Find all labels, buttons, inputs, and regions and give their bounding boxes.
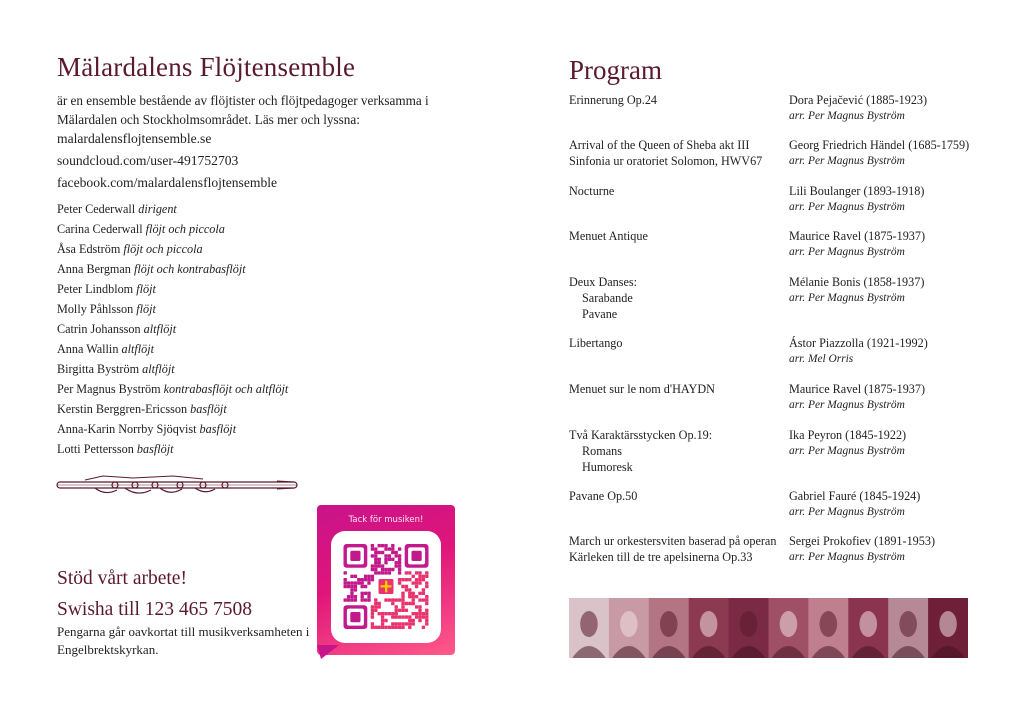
portrait-face: [820, 611, 838, 637]
portrait-face: [740, 611, 758, 637]
support-line-2: Swisha till 123 465 7508: [57, 599, 253, 620]
member-name: Anna Bergman: [57, 262, 131, 276]
portrait-face: [899, 611, 917, 637]
work-line: Nocturne: [569, 184, 615, 198]
composer-name: Maurice Ravel (1875-1937): [789, 229, 926, 243]
member-role: flöjt och piccola: [123, 242, 203, 256]
composer-name: Ástor Piazzolla (1921-1992): [789, 336, 928, 350]
member-row: [57, 359, 477, 379]
member-name: Kerstin Berggren-Ericsson: [57, 402, 188, 416]
composer: [789, 335, 989, 367]
swish-card: [317, 505, 455, 655]
work-title: [569, 92, 789, 108]
movement: Humoresk: [582, 460, 633, 474]
composer: [789, 533, 989, 565]
arranger: arr. Per Magnus Byström: [789, 292, 905, 304]
arranger: arr. Per Magnus Byström: [789, 110, 905, 122]
composer: [789, 427, 989, 459]
member-row: [57, 239, 477, 259]
work-line: Pavane Op.50: [569, 489, 638, 503]
website-link[interactable]: malardalensflojtensemble.se: [57, 131, 212, 146]
arranger: arr. Per Magnus Byström: [789, 246, 905, 258]
movement: Pavane: [582, 307, 618, 321]
member-row: [57, 279, 477, 299]
soundcloud-link[interactable]: soundcloud.com/user-491752703: [57, 153, 239, 168]
composer-name: Mélanie Bonis (1858-1937): [789, 275, 925, 289]
member-list: [57, 199, 477, 459]
member-row: [57, 259, 477, 279]
portrait-face: [939, 611, 957, 637]
work-line: Menuet Antique: [569, 229, 648, 243]
portrait-face: [580, 611, 598, 637]
facebook-link[interactable]: facebook.com/malardalensflojtensemble: [57, 175, 278, 190]
work-line: Kärleken till de tre apelsinerna Op.33: [569, 550, 753, 564]
member-role: basflöjt: [136, 442, 174, 456]
work-title: [569, 183, 789, 199]
composer-name: Ika Peyron (1845-1922): [789, 428, 907, 442]
work-title: [569, 533, 789, 565]
movement: Romans: [582, 444, 622, 458]
work-title: [569, 488, 789, 504]
member-row: [57, 219, 477, 239]
member-role: altflöjt: [143, 322, 177, 336]
work-line: March ur orkestersviten baserad på operan: [569, 534, 777, 548]
speech-tail-icon: [317, 645, 339, 659]
portrait-face: [780, 611, 798, 637]
portrait-face: [620, 611, 638, 637]
arranger: arr. Mel Orris: [789, 353, 854, 365]
composer: [789, 228, 989, 260]
support-note: Pengarna går oavkortat till musikverksamheten i Engelbrektskyrkan.: [57, 624, 310, 657]
ensemble-intro: är en ensemble bestående av flöjtister och flöjtpedagoger verksamma i Mälardalen och Stockholmsområdet. Läs mer och lyssna:: [57, 93, 429, 127]
composer: [789, 488, 989, 520]
work-title: [569, 381, 789, 397]
member-name: Anna Wallin: [57, 342, 119, 356]
member-row: [57, 199, 477, 219]
work-title: [569, 274, 789, 322]
member-row: [57, 319, 477, 339]
member-role: basflöjt: [190, 402, 227, 416]
composer-name: Gabriel Fauré (1845-1924): [789, 489, 921, 503]
composer-name: Dora Pejačević (1885-1923): [789, 93, 928, 107]
work-line: Deux Danses:: [569, 275, 638, 289]
composer: [789, 183, 989, 215]
swish-qr-code: [331, 531, 441, 643]
member-row: [57, 399, 477, 419]
work-title: [569, 137, 789, 169]
member-name: Carina Cederwall: [57, 222, 143, 236]
member-row: [57, 419, 477, 439]
composer-portraits: [569, 598, 968, 658]
member-role: dirigent: [138, 202, 177, 216]
arranger: arr. Per Magnus Byström: [789, 399, 905, 411]
flute-illustration: [55, 474, 303, 498]
member-role: altflöjt: [121, 342, 154, 356]
member-role: kontrabasflöjt och altflöjt: [163, 382, 289, 396]
work-line: Arrival of the Queen of Sheba akt III: [569, 138, 750, 152]
work-line: Menuet sur le nom d'HAYDN: [569, 382, 715, 396]
member-role: altflöjt: [142, 362, 175, 376]
member-role: basflöjt: [199, 422, 237, 436]
composer-name: Georg Friedrich Händel (1685-1759): [789, 138, 970, 152]
work-line: Två Karaktärsstycken Op.19:: [569, 428, 713, 442]
support-heading: [57, 563, 252, 625]
arranger: arr. Per Magnus Byström: [789, 551, 905, 563]
member-name: Peter Lindblom: [57, 282, 134, 296]
member-name: Lotti Pettersson: [57, 442, 134, 456]
portrait-face: [700, 611, 718, 637]
composer: [789, 137, 989, 169]
movement: Sarabande: [582, 291, 633, 305]
member-row: [57, 379, 477, 399]
member-role: flöjt: [136, 302, 156, 316]
member-row: [57, 299, 477, 319]
portrait-face: [859, 611, 877, 637]
member-name: Molly Påhlsson: [57, 302, 134, 316]
arranger: arr. Per Magnus Byström: [789, 506, 905, 518]
composer-name: Lili Boulanger (1893-1918): [789, 184, 925, 198]
arranger: arr. Per Magnus Byström: [789, 201, 905, 213]
composer-name: Maurice Ravel (1875-1937): [789, 382, 926, 396]
composer: [789, 274, 989, 306]
member-name: Birgitta Byström: [57, 362, 140, 376]
arranger: arr. Per Magnus Byström: [789, 445, 905, 457]
member-name: Catrin Johansson: [57, 322, 141, 336]
member-role: flöjt: [136, 282, 156, 296]
member-name: Per Magnus Byström: [57, 382, 161, 396]
composer: [789, 92, 989, 124]
member-name: Anna-Karin Norrby Sjöqvist: [57, 422, 197, 436]
work-title: [569, 427, 789, 475]
support-line-1: Stöd vårt arbete!: [57, 568, 187, 589]
arranger: arr. Per Magnus Byström: [789, 155, 905, 167]
member-row: [57, 439, 477, 459]
member-name: Åsa Edström: [57, 242, 121, 256]
member-name: Peter Cederwall: [57, 202, 136, 216]
composer: [789, 381, 989, 413]
ensemble-title: Mälardalens Flöjtensemble: [57, 52, 356, 82]
qr-box: [331, 531, 441, 643]
work-line: Erinnerung Op.24: [569, 93, 658, 107]
composer-name: Sergei Prokofiev (1891-1953): [789, 534, 935, 548]
member-role: flöjt och kontrabasflöjt: [133, 262, 246, 276]
work-title: [569, 335, 789, 351]
program-title: Program: [569, 55, 662, 85]
work-line: Sinfonia ur oratoriet Solomon, HWV67: [569, 154, 763, 168]
portrait-face: [660, 611, 678, 637]
work-line: Libertango: [569, 336, 623, 350]
qr-caption: Tack för musiken!: [348, 515, 424, 525]
member-row: [57, 339, 477, 359]
work-title: [569, 228, 789, 244]
member-role: flöjt och piccola: [145, 222, 225, 236]
